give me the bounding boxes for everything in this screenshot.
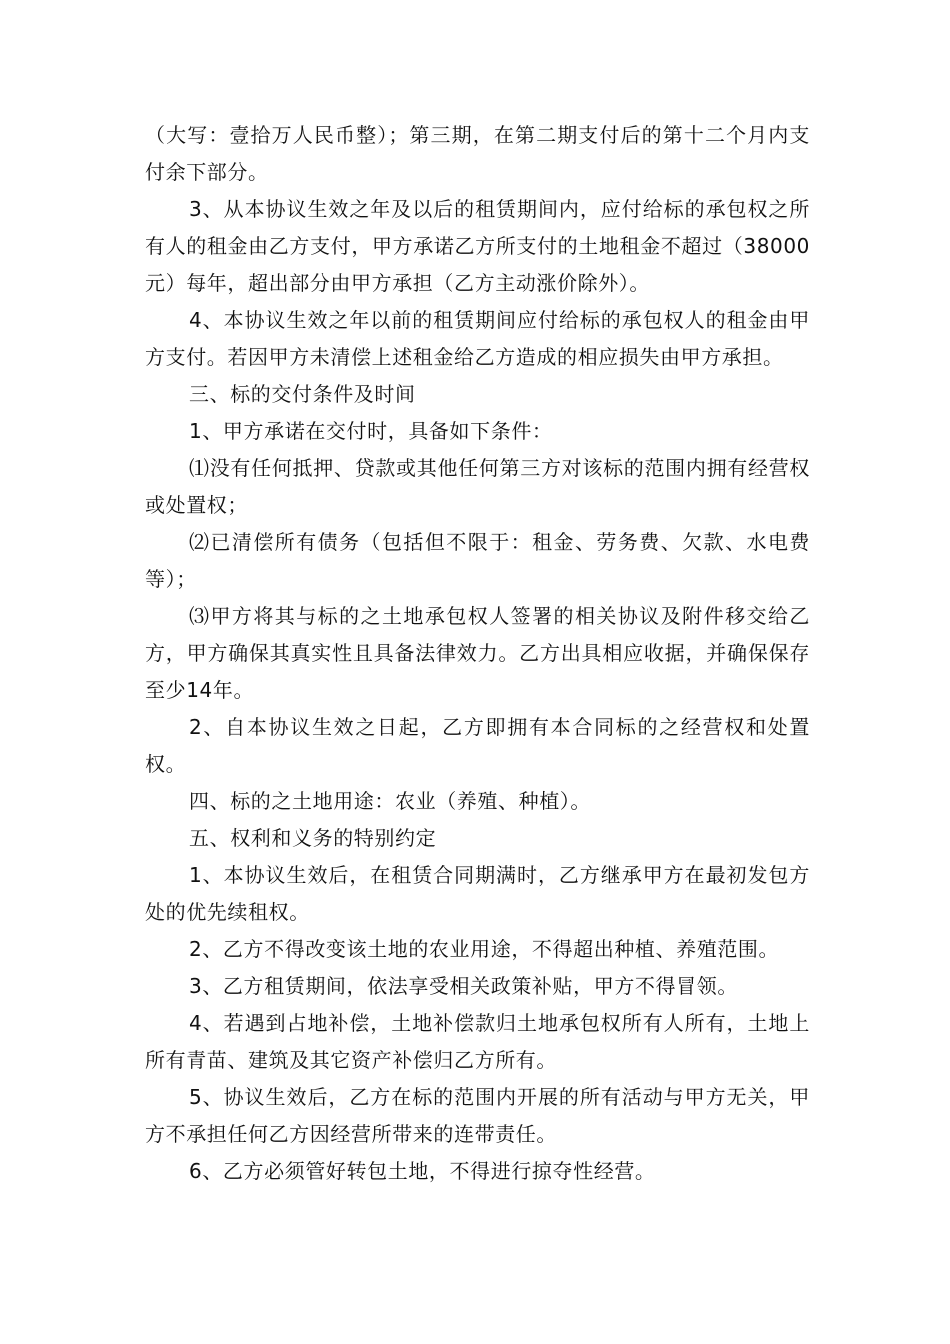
section-heading-rights: 五、权利和义务的特别约定	[189, 826, 437, 850]
paragraph-clause-4-prior-rent: 4、本协议生效之年以前的租赁期间应付给标的承包权人的租金由甲方支付。若因甲方未清偿上述租金给乙方造成的相应损失由甲方承担。	[145, 308, 810, 369]
paragraph-delivery-1: 1、甲方承诺在交付时，具备如下条件：	[189, 419, 553, 443]
section-heading-land-use: 四、标的之土地用途：农业（养殖、种植）。	[189, 789, 591, 813]
paragraph-condition-2: ⑵已清偿所有债务（包括但不限于：租金、劳务费、欠款、水电费等）；	[145, 530, 810, 591]
paragraph-rights-5: 5、协议生效后，乙方在标的范围内开展的所有活动与甲方无关，甲方不承担任何乙方因经营所带来的连带责任。	[145, 1085, 810, 1146]
paragraph-condition-1: ⑴没有任何抵押、贷款或其他任何第三方对该标的范围内拥有经营权或处置权；	[145, 456, 810, 517]
section-heading-delivery: 三、标的交付条件及时间	[189, 382, 416, 406]
document-body	[145, 117, 810, 1190]
paragraph-rights-6: 6、乙方必须管好转包土地，不得进行掠夺性经营。	[189, 1159, 656, 1183]
paragraph-rights-1: 1、本协议生效后，在租赁合同期满时，乙方继承甲方在最初发包方处的优先续租权。	[145, 863, 810, 924]
paragraph-payment-installment: （大写：壹拾万人民币整）；第三期，在第二期支付后的第十二个月内支付余下部分。	[145, 123, 810, 184]
paragraph-rights-4: 4、若遇到占地补偿，土地补偿款归土地承包权所有人所有，土地上所有青苗、建筑及其它资产补偿归乙方所有。	[145, 1011, 810, 1072]
paragraph-rights-2: 2、乙方不得改变该土地的农业用途，不得超出种植、养殖范围。	[189, 937, 780, 961]
paragraph-rights-3: 3、乙方租赁期间，依法享受相关政策补贴，甲方不得冒领。	[189, 974, 738, 998]
paragraph-delivery-2: 2、自本协议生效之日起，乙方即拥有本合同标的之经营权和处置权。	[145, 715, 810, 776]
paragraph-condition-3: ⑶甲方将其与标的之土地承包权人签署的相关协议及附件移交给乙方，甲方确保其真实性且具备法律效力。乙方出具相应收据，并确保保存至少14年。	[145, 604, 810, 702]
paragraph-clause-3-rent: 3、从本协议生效之年及以后的租赁期间内，应付给标的承包权之所有人的租金由乙方支付，甲方承诺乙方所支付的土地租金不超过（38000元）每年，超出部分由甲方承担（乙方主动涨价除外）。	[145, 197, 810, 295]
